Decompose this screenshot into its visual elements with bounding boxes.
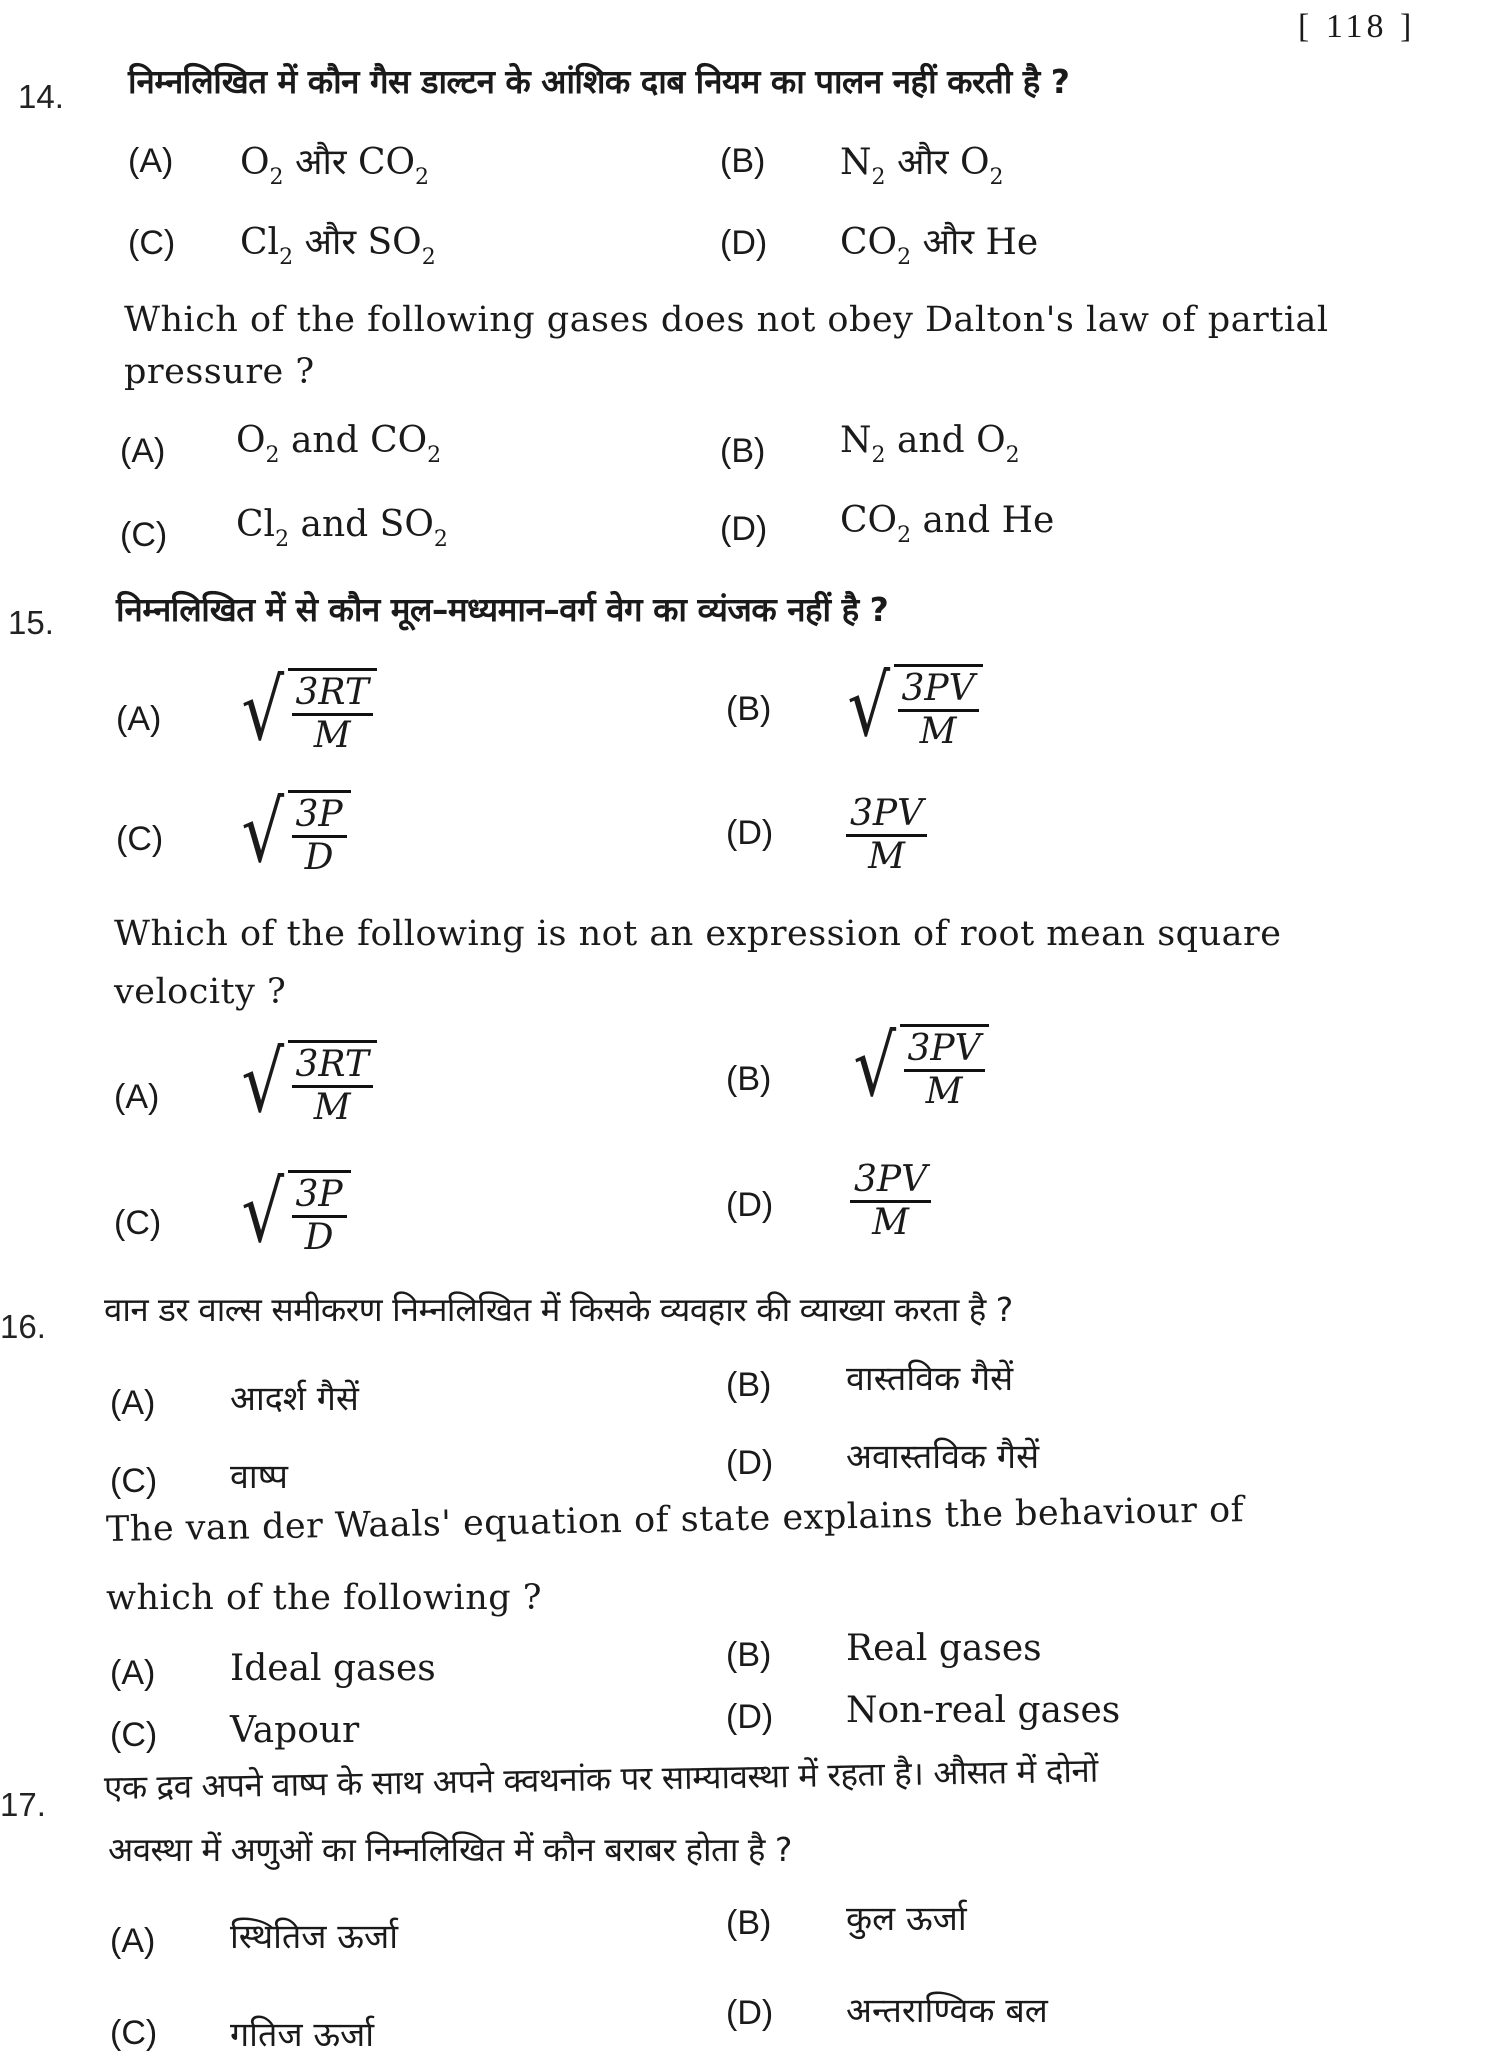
sqrt-symbol: √ 3PV M <box>848 1024 989 1112</box>
option-label: (A) <box>128 142 174 180</box>
option-label: (B) <box>726 1366 772 1404</box>
option-label: (B) <box>726 1636 772 1674</box>
option-text: Real gases <box>846 1628 1042 1669</box>
option-label: (D) <box>726 1186 774 1224</box>
option-text: $Cl_2$ और $SO_2$ <box>240 222 436 270</box>
option-label: (C) <box>128 224 176 262</box>
option-label: (D) <box>726 1994 774 2032</box>
question-text-hindi-line2: अवस्था में अणुओं का निम्नलिखित में कौन बराबर होता है ? <box>108 1830 792 1869</box>
question-text-english-line2: velocity ? <box>114 972 287 1012</box>
question-number: 17. <box>0 1786 46 1823</box>
option-text: वास्तविक गैसें <box>846 1359 1014 1399</box>
option-label: (C) <box>114 1204 162 1242</box>
option-expression <box>236 1163 351 1261</box>
option-expression <box>848 1017 989 1115</box>
option-label: (C) <box>110 1462 158 1500</box>
question-number: 14. <box>18 78 64 115</box>
option-text: स्थितिज ऊर्जा <box>230 1917 399 1957</box>
option-label: (B) <box>726 690 772 728</box>
option-label: (D) <box>720 510 768 548</box>
page-number: [ 118 ] <box>1298 8 1416 45</box>
option-label: (B) <box>726 1060 772 1098</box>
option-text: Ideal gases <box>230 1648 436 1689</box>
option-label: (A) <box>114 1078 160 1116</box>
option-text: गतिज ऊर्जा <box>230 2015 375 2055</box>
option-label: (A) <box>116 700 162 738</box>
option-label: (A) <box>110 1922 156 1960</box>
option-text: $N_2$ और $O_2$ <box>840 142 1004 190</box>
option-label: (C) <box>110 1716 158 1754</box>
sqrt-symbol: √ 3RT M <box>236 1040 377 1128</box>
option-expression <box>842 657 983 755</box>
option-text: Non-real gases <box>846 1690 1121 1731</box>
sqrt-symbol: √ 3P D <box>236 1170 351 1258</box>
option-label: (D) <box>726 1698 774 1736</box>
option-text: अन्तराण्विक बल <box>846 1991 1048 2031</box>
option-text: $O_2$ और $CO_2$ <box>240 142 430 190</box>
question-text-english-line1: Which of the following is not an expression of root mean square <box>114 914 1282 954</box>
option-text: कुल ऊर्जा <box>846 1899 967 1939</box>
option-expression <box>236 1033 377 1131</box>
option-text: $CO_2$ और He <box>840 222 1039 270</box>
question-number: 15. <box>8 604 54 641</box>
question-text-english-line1: The van der Waals' equation of state explains the behaviour of <box>105 1490 1245 1550</box>
option-text: वाष्प <box>230 1457 288 1497</box>
question-text-english-line2: which of the following ? <box>106 1578 543 1618</box>
option-label: (D) <box>726 814 774 852</box>
question-text-hindi: निम्नलिखित में से कौन मूल–मध्यमान–वर्ग वेग का व्यंजक नहीं है ? <box>116 590 889 629</box>
question-number: 16. <box>0 1308 46 1345</box>
option-label: (C) <box>120 516 168 554</box>
option-label: (A) <box>110 1384 156 1422</box>
sqrt-symbol: √ 3P D <box>236 790 351 878</box>
question-text-hindi-line1: एक द्रव अपने वाष्प के साथ अपने क्वथनांक पर साम्यावस्था में रहता है। औसत में दोनों <box>103 1750 1099 1807</box>
option-expression <box>236 783 351 881</box>
option-text: अवास्तविक गैसें <box>846 1437 1040 1477</box>
option-expression: $\frac{3PV}{M}$ <box>850 1160 931 1243</box>
option-text: Vapour <box>230 1710 360 1751</box>
option-label: (A) <box>120 432 166 470</box>
option-label: (B) <box>726 1904 772 1942</box>
option-label: (D) <box>726 1444 774 1482</box>
option-text: आदर्श गैसें <box>230 1379 359 1419</box>
option-label: (A) <box>110 1654 156 1692</box>
option-expression <box>236 661 377 759</box>
option-label: (D) <box>720 224 768 262</box>
option-label: (C) <box>116 820 164 858</box>
option-label: (C) <box>110 2014 158 2052</box>
question-text-english-line1: Which of the following gases does not obey Dalton's law of partial <box>124 300 1329 340</box>
question-text-english-line2: pressure ? <box>124 352 315 392</box>
sqrt-symbol: √ 3PV M <box>842 664 983 752</box>
option-expression: $\frac{3PV}{M}$ <box>846 794 927 877</box>
option-text: $N_2$ and $O_2$ <box>840 420 1020 468</box>
sqrt-symbol: √ 3RT M <box>236 668 377 756</box>
question-text-hindi: वान डर वाल्स समीकरण निम्नलिखित में किसके व्यवहार की व्याख्या करता है ? <box>104 1290 1013 1329</box>
option-text: $Cl_2$ and $SO_2$ <box>236 504 448 552</box>
option-label: (B) <box>720 432 766 470</box>
option-label: (B) <box>720 142 766 180</box>
question-text-hindi: निम्नलिखित में कौन गैस डाल्टन के आंशिक दाब नियम का पालन नहीं करती है ? <box>128 62 1070 101</box>
option-text: $O_2$ and $CO_2$ <box>236 420 442 468</box>
option-text: $CO_2$ and He <box>840 500 1055 548</box>
